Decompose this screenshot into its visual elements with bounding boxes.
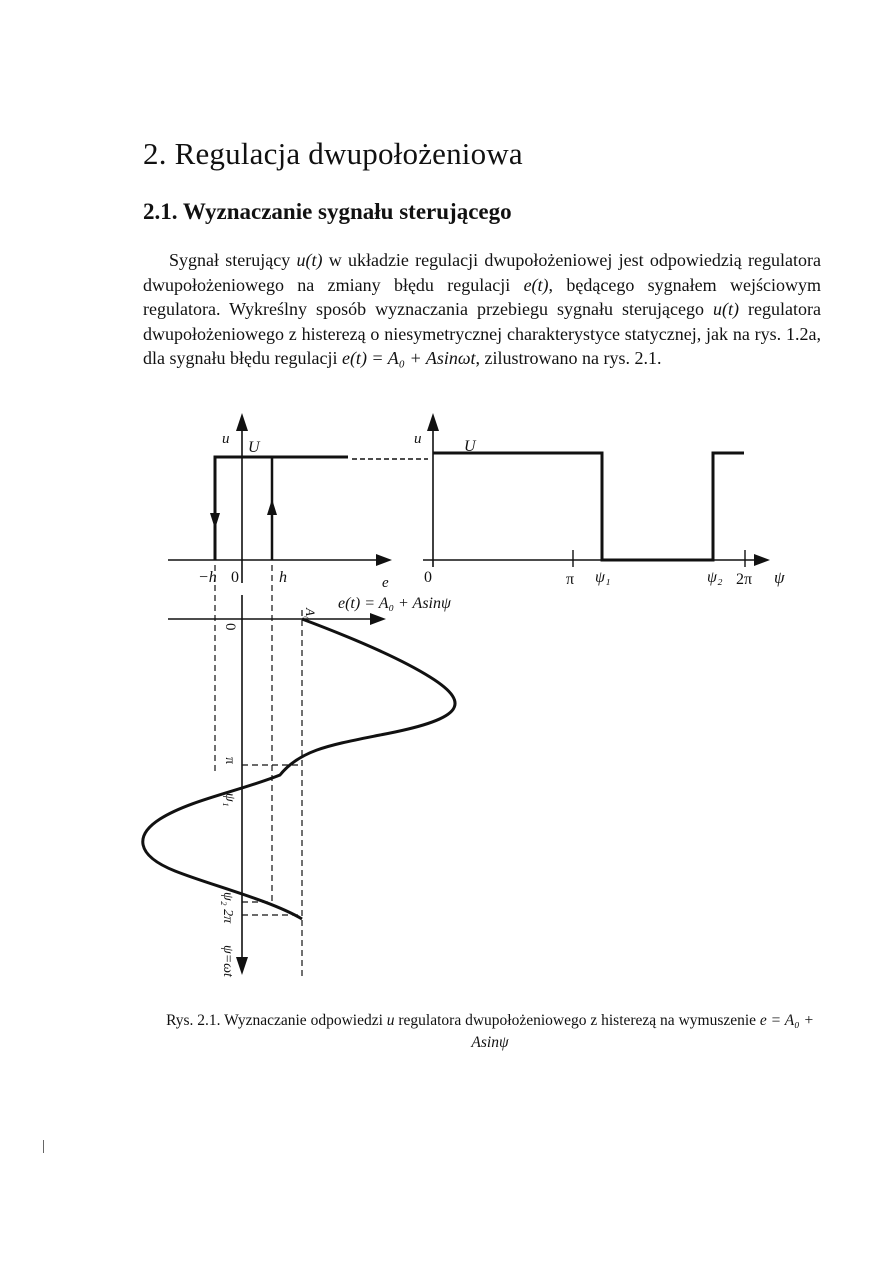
caption-formula: e = A₀ + Asinψ	[471, 1012, 814, 1051]
input-plot	[143, 565, 455, 980]
input-time-arrow	[236, 957, 248, 975]
input-axis-label: ψ=ωt	[220, 945, 235, 977]
tick-h-label: h	[279, 569, 287, 586]
output-origin-label: 0	[424, 569, 432, 586]
input-tick-pi: π	[222, 757, 237, 765]
hysteresis-down-arrow	[210, 513, 220, 529]
input-a0-label: A₀	[303, 608, 318, 621]
symbol-u-t-2: u(t)	[713, 299, 740, 319]
hysteresis-u-label: u	[222, 431, 230, 447]
symbol-e-t: e(t)	[523, 274, 549, 295]
input-signal-label: e(t) = A₀ + Asinψ	[338, 595, 451, 612]
output-U-label: U	[464, 438, 476, 455]
output-tick-psi2: ψ₂	[707, 569, 723, 586]
input-tick-psi1: ψ₁	[222, 793, 237, 807]
input-tick-psi2-2pi: ψ₂ 2π	[220, 892, 235, 924]
caption-middle: regulatora dwupołożeniowego z histerezą na wymuszenie	[394, 1012, 760, 1029]
figure-2-1	[130, 405, 830, 1005]
hysteresis-plot	[168, 413, 428, 591]
caption-prefix: Rys. 2.1. Wyznaczanie odpowiedzi	[166, 1012, 387, 1029]
output-waveform	[433, 453, 744, 560]
tick-minus-h-label: −h	[198, 569, 217, 586]
output-tick-pi: π	[566, 571, 575, 588]
hysteresis-y-arrow	[236, 413, 248, 431]
hysteresis-U-label: U	[248, 439, 260, 456]
chapter-title: 2. Regulacja dwupołożeniowa	[143, 136, 523, 171]
output-plot	[414, 413, 785, 588]
paragraph-text-2: w układzie regulacji dwupołożeniowej jest odpowiedzią regulatora dwupołożeniowego na zmiany błędu regulacji	[143, 250, 821, 295]
output-tick-2pi: 2π	[736, 571, 753, 588]
figure-caption	[150, 1010, 830, 1054]
hysteresis-e-label: e	[382, 575, 389, 591]
tick-zero-label: 0	[231, 569, 239, 586]
input-signal-curve	[143, 619, 455, 919]
figure-diagram	[130, 405, 830, 1005]
caption-symbol-u: u	[386, 1012, 395, 1029]
output-x-arrow	[754, 554, 770, 566]
hysteresis-loop	[215, 457, 348, 560]
hysteresis-x-arrow	[376, 554, 392, 566]
output-y-arrow	[427, 413, 439, 431]
input-e-arrow	[370, 613, 386, 625]
error-formula: e(t) = A₀ + Asinωt	[341, 348, 476, 368]
paragraph-text-1: Sygnał sterujący	[169, 250, 297, 270]
paragraph-text-3: , będącego sygnałem wejściowym regulatora. Wykreślny sposób wyznaczania przebiegu sygnału sterującego	[143, 274, 821, 319]
section-title: 2.1. Wyznaczanie sygnału sterującego	[143, 199, 512, 224]
paragraph-text-5: , zilustrowano na rys. 2.1.	[475, 348, 662, 368]
input-zero-label: 0	[222, 623, 238, 631]
symbol-u-t: u(t)	[296, 250, 323, 270]
paragraph-text-4: regulatora dwupołożeniowego z histerezą o niesymetrycznej charakterystyce statycznej, jak na rys. 1.2a, dla sygnału błędu regulacji	[143, 299, 821, 368]
output-u-label: u	[414, 431, 422, 447]
output-psi-label: ψ	[774, 568, 785, 587]
page-margin-mark	[43, 1140, 44, 1153]
body-paragraph	[143, 248, 821, 371]
output-tick-psi1: ψ₁	[595, 569, 611, 586]
hysteresis-up-arrow	[267, 499, 277, 515]
